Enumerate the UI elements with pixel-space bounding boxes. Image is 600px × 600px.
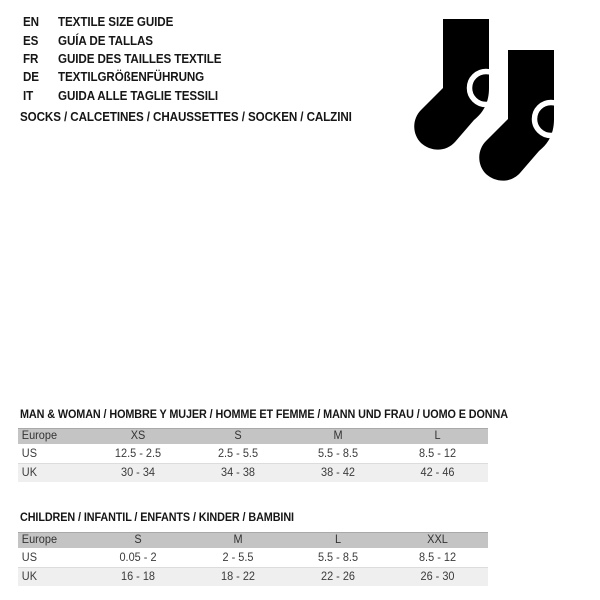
table-title-man-woman: MAN & WOMAN / HOMBRE Y MUJER / HOMME ET FEMME / MANN UND FRAU / UOMO E DONNA	[20, 409, 508, 421]
size-cell: 0.05 - 2	[119, 551, 157, 564]
column-header: S	[134, 534, 142, 546]
table-row	[18, 567, 488, 586]
row-label: US	[21, 447, 37, 460]
language-label: GUIDA ALLE TAGLIE TESSILI	[58, 88, 219, 103]
column-header: M	[333, 430, 343, 442]
category-line: SOCKS / CALCETINES / CHAUSSETTES / SOCKEN / CALZINI	[20, 110, 352, 124]
size-cell: 38 - 42	[320, 467, 356, 479]
column-header: Europe	[21, 534, 58, 546]
sock-back	[414, 19, 502, 150]
size-cell: 5.5 - 8.5	[317, 447, 359, 460]
table-row	[18, 444, 488, 463]
size-cell: 8.5 - 12	[418, 551, 457, 564]
size-cell: 8.5 - 12	[418, 447, 457, 460]
column-header: XS	[130, 430, 146, 442]
size-cell: 22 - 26	[320, 571, 356, 583]
language-code: IT	[23, 88, 34, 103]
size-cell: 2.5 - 5.5	[217, 447, 259, 460]
table-header-row	[18, 532, 488, 548]
language-label: GUIDE DES TAILLES TEXTILE	[58, 51, 222, 66]
row-label: UK	[21, 467, 37, 479]
language-code: FR	[23, 51, 39, 66]
column-header: Europe	[21, 430, 58, 442]
language-label: TEXTILGRÖßENFÜHRUNG	[58, 70, 205, 85]
socks-icon	[410, 16, 570, 186]
sock-front	[479, 50, 567, 181]
size-table-man-woman	[18, 428, 488, 482]
size-cell: 12.5 - 2.5	[114, 447, 162, 460]
table-row	[18, 463, 488, 482]
column-header: S	[234, 430, 242, 442]
column-header: L	[334, 534, 342, 546]
language-label: TEXTILE SIZE GUIDE	[58, 15, 174, 30]
table-header-row	[18, 428, 488, 444]
size-cell: 26 - 30	[420, 571, 455, 583]
size-table-children	[18, 532, 488, 586]
language-code: DE	[23, 70, 39, 85]
size-cell: 34 - 38	[220, 467, 256, 479]
size-cell: 30 - 34	[120, 467, 156, 479]
row-label: US	[21, 551, 37, 564]
language-label: GUÍA DE TALLAS	[58, 33, 153, 48]
row-label: UK	[21, 571, 37, 583]
language-code: ES	[23, 33, 39, 48]
size-cell: 42 - 46	[420, 467, 455, 479]
column-header: L	[434, 430, 441, 442]
column-header: XXL	[427, 534, 448, 546]
table-row	[18, 548, 488, 567]
size-cell: 5.5 - 8.5	[317, 551, 359, 564]
size-cell: 18 - 22	[220, 571, 256, 583]
size-cell: 2 - 5.5	[222, 551, 254, 564]
table-title-children: CHILDREN / INFANTIL / ENFANTS / KINDER / BAMBINI	[20, 512, 294, 524]
size-cell: 16 - 18	[120, 571, 156, 583]
language-code: EN	[23, 15, 39, 30]
column-header: M	[233, 534, 243, 546]
